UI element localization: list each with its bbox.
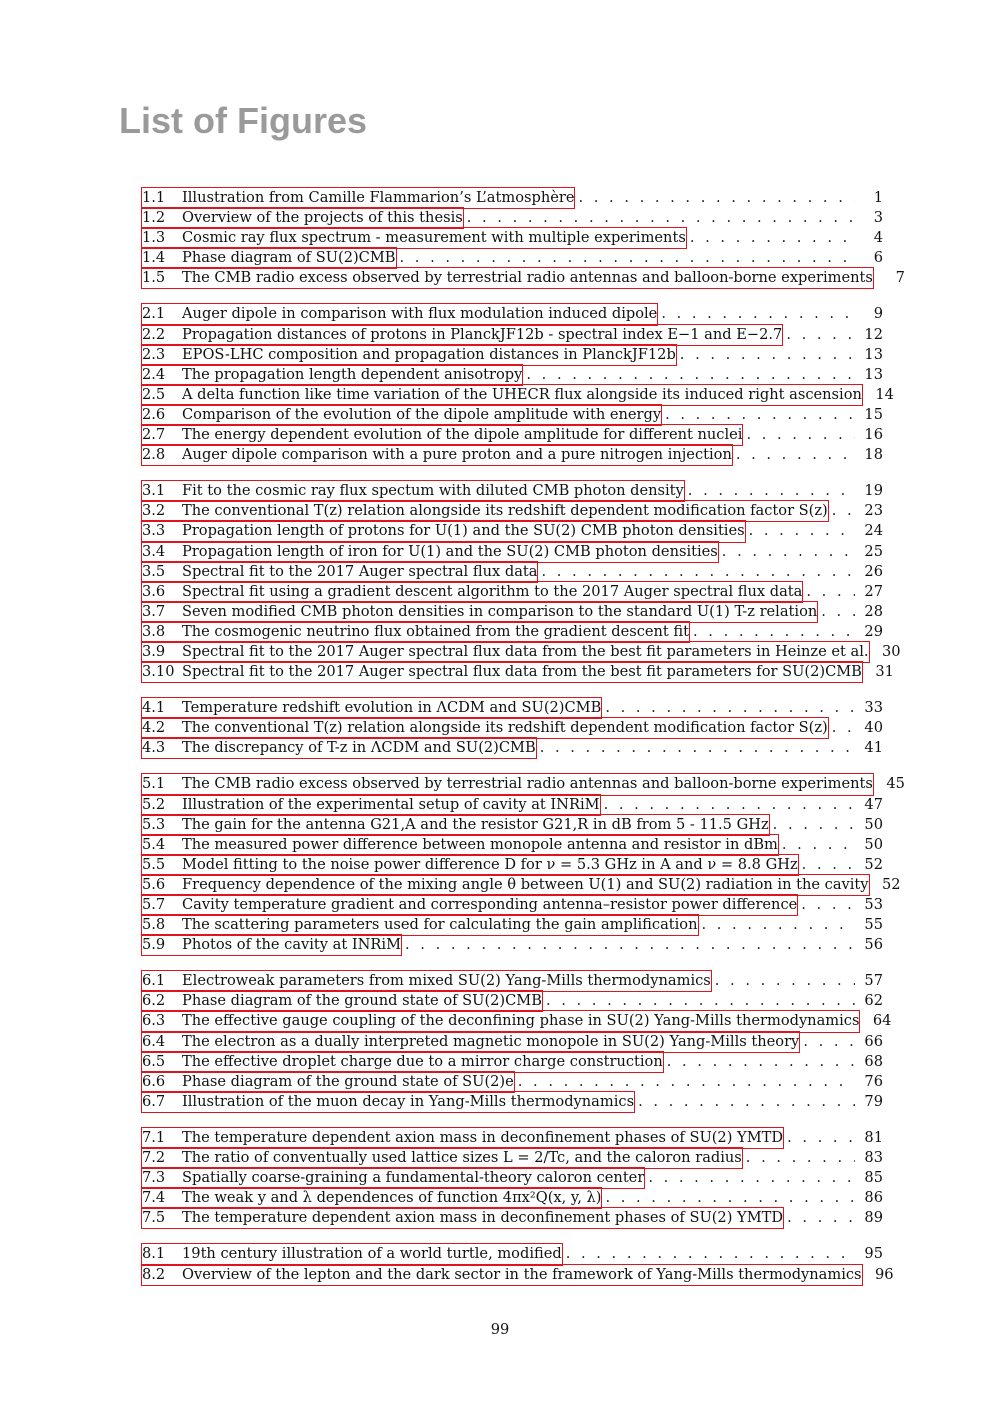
figure-link[interactable]	[142, 562, 537, 582]
figure-number: 7.4	[142, 1189, 166, 1207]
figure-entry	[142, 935, 883, 955]
list-of-figures	[142, 188, 905, 1301]
figure-entry	[142, 325, 883, 345]
dot-leader	[663, 1052, 855, 1072]
figure-number: 5.3	[142, 815, 166, 833]
figure-link[interactable]	[142, 345, 676, 365]
figure-page-number: 23	[864, 502, 883, 520]
dot-leader	[799, 1032, 855, 1052]
figure-number: 2.3	[142, 345, 166, 363]
figure-link[interactable]	[142, 228, 686, 248]
figure-caption: Comparison of the evolution of the dipole amplitude with energy	[182, 405, 662, 423]
figure-page-number: 95	[864, 1245, 883, 1263]
figure-page-number: 30	[881, 642, 901, 660]
figure-caption: Propagation length of iron for U(1) and the SU(2) CMB photon densities	[182, 542, 718, 560]
figure-page-number: 66	[864, 1032, 883, 1050]
figure-entry	[142, 855, 883, 875]
figure-page-number: 24	[864, 522, 883, 540]
figure-number: 1.1	[142, 189, 166, 206]
figure-page-number: 41	[864, 739, 883, 757]
dot-leader	[601, 1188, 855, 1208]
figure-entry	[142, 718, 883, 738]
figure-entry	[142, 445, 883, 465]
figure-link[interactable]	[142, 602, 817, 622]
figure-page-number: 7	[895, 269, 905, 287]
figure-page-number: 33	[864, 699, 883, 717]
figure-entry	[142, 268, 905, 288]
dot-leader	[542, 991, 855, 1011]
figure-caption: Phase diagram of the ground state of SU(2)CMB	[182, 992, 542, 1010]
figure-entry	[142, 795, 883, 815]
figure-link[interactable]	[142, 521, 745, 541]
figure-link[interactable]	[142, 738, 536, 758]
figure-link[interactable]	[142, 1208, 783, 1228]
figure-caption: Seven modified CMB photon densities in comparison to the standard U(1) T-z relation	[182, 602, 818, 620]
figure-page-number: 53	[864, 896, 883, 913]
figure-caption: Illustration of the experimental setup of cavity at INRiM	[182, 795, 600, 813]
figure-link[interactable]	[142, 1188, 601, 1208]
figure-number: 1.4	[142, 249, 166, 267]
figure-link[interactable]	[142, 1265, 862, 1285]
figure-link[interactable]	[142, 405, 661, 425]
figure-page-number: 14	[875, 385, 894, 403]
figure-number: 1.3	[142, 229, 166, 247]
figure-number: 4.2	[142, 719, 166, 737]
figure-caption: Phase diagram of SU(2)CMB	[182, 249, 396, 267]
dot-leader	[718, 542, 855, 562]
figure-entry	[142, 562, 883, 582]
figure-number: 6.2	[142, 992, 166, 1010]
dot-leader	[574, 188, 855, 208]
figure-page-number: 18	[864, 446, 883, 464]
dot-leader	[463, 208, 855, 228]
figure-link[interactable]	[142, 642, 869, 662]
figure-page-number: 28	[864, 602, 883, 620]
figure-page-number: 83	[864, 1149, 883, 1167]
dot-leader	[562, 1244, 855, 1264]
figure-link[interactable]	[142, 855, 798, 875]
figure-caption: Illustration of the muon decay in Yang-Mills thermodynamics	[182, 1092, 635, 1110]
figure-number: 2.7	[142, 426, 166, 444]
figure-page-number: 89	[864, 1209, 883, 1227]
dot-leader	[601, 698, 855, 718]
figure-link[interactable]	[142, 895, 797, 915]
figure-link[interactable]	[142, 268, 873, 288]
figure-number: 7.2	[142, 1149, 166, 1167]
figure-number: 3.1	[142, 482, 166, 500]
figure-caption: The temperature dependent axion mass in deconfinement phases of SU(2) YMTD	[182, 1209, 784, 1227]
figure-entry	[142, 248, 883, 268]
figure-number: 6.4	[142, 1032, 166, 1050]
figure-link[interactable]	[142, 815, 769, 835]
figure-entry	[142, 521, 883, 541]
figure-number: 6.5	[142, 1052, 166, 1070]
figure-link[interactable]	[142, 875, 869, 895]
figure-link[interactable]	[142, 1244, 562, 1264]
figure-entry	[142, 1148, 883, 1168]
figure-page-number: 57	[864, 972, 883, 990]
dot-leader	[797, 895, 855, 915]
figure-link[interactable]	[142, 718, 828, 738]
dot-leader	[600, 795, 855, 815]
figure-group	[142, 304, 894, 465]
figure-link[interactable]	[142, 445, 732, 465]
figure-entry	[142, 1188, 883, 1208]
figure-entry	[142, 582, 883, 602]
figure-caption: Electroweak parameters from mixed SU(2) Yang-Mills thermodynamics	[182, 972, 711, 990]
figure-link[interactable]	[142, 304, 657, 324]
dot-leader	[676, 345, 855, 365]
figure-entry	[142, 425, 883, 445]
figure-number: 3.7	[142, 602, 166, 620]
figure-page-number: 85	[864, 1169, 883, 1187]
figure-page-number: 45	[886, 775, 905, 793]
figure-page-number: 15	[864, 405, 883, 423]
figure-group	[142, 774, 905, 955]
dot-leader	[732, 445, 855, 465]
figure-entry	[142, 501, 883, 521]
figure-page-number: 50	[864, 835, 883, 853]
figure-page-number: 76	[864, 1072, 883, 1090]
figure-number: 5.6	[142, 875, 166, 893]
figure-page-number: 16	[864, 426, 883, 444]
figure-number: 5.5	[142, 855, 166, 873]
figure-page-number: 1	[873, 189, 883, 206]
figure-number: 7.5	[142, 1209, 166, 1227]
dot-leader	[698, 915, 856, 935]
figure-caption: Frequency dependence of the mixing angle θ between U(1) and SU(2) radiation in the cavity	[182, 875, 869, 893]
figure-entry	[142, 1052, 883, 1072]
figure-entry	[142, 971, 883, 991]
figure-entry	[142, 385, 894, 405]
figure-entry	[142, 915, 883, 935]
figure-page-number: 31	[875, 663, 894, 681]
figure-page-number: 25	[864, 542, 883, 560]
figure-entry	[142, 602, 883, 622]
figure-entry	[142, 815, 883, 835]
figure-caption: The cosmogenic neutrino flux obtained from the gradient descent fit	[182, 622, 690, 640]
figure-caption: The energy dependent evolution of the dipole amplitude for different nuclei	[182, 426, 743, 444]
figure-caption: Phase diagram of the ground state of SU(2)e	[182, 1072, 514, 1090]
figure-link[interactable]	[142, 385, 862, 405]
figure-entry	[142, 835, 883, 855]
figure-page-number: 79	[864, 1092, 883, 1110]
figure-page-number: 27	[864, 582, 883, 600]
figure-entry	[142, 365, 883, 385]
figure-caption: Spatially coarse-graining a fundamental-theory caloron center	[182, 1169, 645, 1187]
figure-entry	[142, 405, 883, 425]
figure-link[interactable]	[142, 208, 463, 228]
figure-entry	[142, 542, 883, 562]
figure-caption: The effective gauge coupling of the deconfining phase in SU(2) Yang-Mills thermodynamics	[182, 1012, 860, 1030]
dot-leader	[634, 1092, 855, 1112]
dot-leader	[783, 1208, 855, 1228]
figure-caption: The CMB radio excess observed by terrestrial radio antennas and balloon-borne experiments	[182, 269, 873, 287]
figure-caption: The discrepancy of T-z in ΛCDM and SU(2)CMB	[182, 739, 536, 757]
dot-leader	[657, 304, 855, 324]
figure-caption: Overview of the lepton and the dark sector in the framework of Yang-Mills thermodynamics	[182, 1265, 862, 1283]
figure-caption: Temperature redshift evolution in ΛCDM and SU(2)CMB	[182, 699, 602, 717]
figure-page-number: 56	[864, 936, 883, 954]
figure-page-number: 96	[874, 1265, 894, 1283]
figure-page-number: 26	[864, 562, 883, 580]
figure-entry	[142, 991, 883, 1011]
figure-group	[142, 1244, 894, 1284]
dot-leader	[769, 815, 855, 835]
figure-link[interactable]	[142, 188, 574, 208]
figure-entry	[142, 304, 883, 324]
figure-caption: The conventional T(z) relation alongside its redshift dependent modification factor S(z)	[182, 502, 828, 520]
figure-page-number: 64	[872, 1012, 892, 1030]
figure-caption: 19th century illustration of a world turtle, modified	[182, 1245, 562, 1263]
figure-entry	[142, 208, 883, 228]
figure-number: 3.8	[142, 622, 166, 640]
figure-number: 3.10	[142, 663, 175, 681]
figure-page-number: 55	[864, 916, 883, 934]
figure-caption: Fit to the cosmic ray flux spectum with diluted CMB photon density	[182, 482, 684, 500]
figure-link[interactable]	[142, 1148, 742, 1168]
figure-caption: Auger dipole comparison with a pure proton and a pure nitrogen injection	[182, 446, 732, 464]
figure-caption: Cosmic ray flux spectrum - measurement with multiple experiments	[182, 229, 686, 247]
figure-group	[142, 698, 883, 758]
figure-caption: Overview of the projects of this thesis	[182, 209, 463, 227]
figure-entry	[142, 228, 883, 248]
figure-link[interactable]	[142, 542, 718, 562]
figure-link[interactable]	[142, 1032, 799, 1052]
page-number: 99	[490, 1321, 510, 1338]
figure-link[interactable]	[142, 774, 873, 794]
dot-leader	[644, 1168, 855, 1188]
figure-page-number: 13	[864, 345, 883, 363]
figure-number: 7.3	[142, 1169, 166, 1187]
figure-number: 8.2	[142, 1265, 166, 1283]
figure-caption: Spectral fit to the 2017 Auger spectral flux data from the best fit parameters in Heinze et al.	[182, 642, 869, 660]
dot-leader	[828, 501, 855, 521]
figure-number: 5.1	[142, 775, 166, 793]
figure-caption: Illustration from Camille Flammarion’s L’atmosphère	[182, 189, 575, 206]
figure-number: 6.3	[142, 1012, 166, 1030]
figure-page-number: 86	[864, 1189, 883, 1207]
figure-page-number: 52	[864, 855, 883, 873]
figure-page-number: 29	[864, 622, 883, 640]
figure-link[interactable]	[142, 698, 601, 718]
figure-link[interactable]	[142, 1052, 663, 1072]
figure-link[interactable]	[142, 365, 522, 385]
figure-entry	[142, 345, 883, 365]
dot-leader	[537, 562, 855, 582]
figure-caption: Spectral fit using a gradient descent algorithm to the 2017 Auger spectral flux data	[182, 582, 803, 600]
figure-link[interactable]	[142, 795, 600, 815]
figure-entry	[142, 895, 883, 915]
figure-number: 3.5	[142, 562, 166, 580]
figure-caption: The electron as a dually interpreted magnetic monopole in SU(2) Yang-Mills theory	[182, 1032, 800, 1050]
dot-leader	[711, 971, 855, 991]
dot-leader	[686, 228, 855, 248]
figure-link[interactable]	[142, 915, 698, 935]
figure-number: 3.2	[142, 502, 166, 520]
dot-leader	[396, 248, 855, 268]
figure-number: 2.5	[142, 385, 166, 403]
figure-link[interactable]	[142, 622, 689, 642]
figure-caption: The measured power difference between monopole antenna and resistor in dBm	[182, 835, 778, 853]
dot-leader	[828, 718, 855, 738]
figure-entry	[142, 188, 883, 208]
figure-number: 1.2	[142, 209, 166, 227]
figure-page-number: 52	[881, 875, 901, 893]
dot-leader	[802, 582, 855, 602]
figure-number: 2.1	[142, 305, 166, 323]
figure-page-number: 81	[864, 1128, 883, 1146]
figure-caption: Cavity temperature gradient and corresponding antenna–resistor power difference	[182, 896, 798, 913]
figure-link[interactable]	[142, 582, 802, 602]
figure-caption: EPOS-LHC composition and propagation distances in PlanckJF12b	[182, 345, 676, 363]
figure-number: 5.9	[142, 936, 166, 954]
figure-number: 3.6	[142, 582, 166, 600]
figure-entry	[142, 1032, 883, 1052]
figure-page-number: 40	[864, 719, 883, 737]
figure-entry	[142, 738, 883, 758]
figure-caption: The gain for the antenna G21,A and the resistor G21,R in dB from 5 - 11.5 GHz	[182, 815, 769, 833]
dot-leader	[689, 622, 855, 642]
dot-leader	[522, 365, 855, 385]
figure-caption: The ratio of conventually used lattice sizes L = 2/Tc, and the caloron radius	[182, 1149, 742, 1167]
figure-entry	[142, 622, 883, 642]
figure-entry	[142, 1072, 883, 1092]
figure-page-number: 12	[864, 325, 883, 343]
figure-number: 3.4	[142, 542, 166, 560]
figure-entry	[142, 1092, 883, 1112]
figure-link[interactable]	[142, 248, 396, 268]
figure-link[interactable]	[142, 481, 684, 501]
figure-link[interactable]	[142, 501, 828, 521]
figure-caption: The propagation length dependent anisotropy	[182, 365, 523, 383]
figure-page-number: 4	[873, 229, 883, 247]
figure-link[interactable]	[142, 1128, 783, 1148]
figure-entry	[142, 1168, 883, 1188]
figure-entry	[142, 1244, 883, 1264]
figure-page-number: 47	[864, 795, 883, 813]
figure-caption: Spectral fit to the 2017 Auger spectral flux data	[182, 562, 538, 580]
figure-entry	[142, 1011, 892, 1031]
dot-leader	[742, 1148, 855, 1168]
figure-entry	[142, 1265, 894, 1285]
figure-caption: The effective droplet charge due to a mirror charge construction	[182, 1052, 663, 1070]
figure-number: 2.2	[142, 325, 166, 343]
figure-number: 2.6	[142, 405, 166, 423]
figure-link[interactable]	[142, 971, 711, 991]
figure-number: 8.1	[142, 1245, 166, 1263]
figure-caption: The weak y and λ dependences of function 4πx²Q(x, y, λ)	[182, 1189, 602, 1207]
figure-entry	[142, 698, 883, 718]
figure-entry	[142, 642, 901, 662]
figure-page-number: 9	[873, 305, 883, 323]
figure-entry	[142, 1208, 883, 1228]
figure-link[interactable]	[142, 1168, 644, 1188]
figure-link[interactable]	[142, 835, 778, 855]
page-title: List of Figures	[119, 100, 368, 141]
figure-caption: A delta function like time variation of the UHECR flux alongside its induced right ascension	[182, 385, 862, 403]
dot-leader	[798, 855, 855, 875]
figure-page-number: 19	[864, 482, 883, 500]
figure-number: 5.4	[142, 835, 166, 853]
figure-link[interactable]	[142, 325, 782, 345]
figure-number: 6.1	[142, 972, 166, 990]
figure-entry	[142, 481, 883, 501]
figure-link[interactable]	[142, 991, 542, 1011]
figure-number: 1.5	[142, 269, 166, 287]
dot-leader	[684, 481, 855, 501]
figure-entry	[142, 774, 905, 794]
figure-number: 2.4	[142, 365, 166, 383]
figure-page-number: 62	[864, 992, 883, 1010]
figure-page-number: 68	[864, 1052, 883, 1070]
figure-page-number: 3	[873, 209, 883, 227]
figure-group	[142, 481, 901, 682]
figure-caption: Propagation distances of protons in PlanckJF12b - spectral index E−1 and E−2.7	[182, 325, 783, 343]
figure-number: 5.8	[142, 916, 166, 934]
figure-number: 3.9	[142, 642, 166, 660]
figure-caption: The CMB radio excess observed by terrestrial radio antennas and balloon-borne experiments	[182, 775, 873, 793]
figure-caption: The scattering parameters used for calculating the gain amplification	[182, 916, 698, 934]
dot-leader	[778, 835, 855, 855]
figure-link[interactable]	[142, 1072, 514, 1092]
figure-number: 6.6	[142, 1072, 166, 1090]
figure-entry	[142, 662, 894, 682]
figure-link[interactable]	[142, 1011, 859, 1031]
figure-caption: The conventional T(z) relation alongside its redshift dependent modification factor S(z)	[182, 719, 828, 737]
figure-entry	[142, 875, 901, 895]
figure-group	[142, 188, 905, 288]
figure-caption: Model fitting to the noise power difference D for ν = 5.3 GHz in A and ν = 8.8 GHz	[182, 855, 798, 873]
figure-link[interactable]	[142, 425, 742, 445]
dot-leader	[536, 738, 855, 758]
figure-number: 5.2	[142, 795, 166, 813]
figure-caption: The temperature dependent axion mass in deconfinement phases of SU(2) YMTD	[182, 1128, 784, 1146]
dot-leader	[514, 1072, 855, 1092]
dot-leader	[661, 405, 855, 425]
figure-link[interactable]	[142, 662, 862, 682]
dot-leader	[783, 1128, 855, 1148]
figure-number: 7.1	[142, 1128, 166, 1146]
figure-page-number: 6	[873, 249, 883, 267]
figure-number: 6.7	[142, 1092, 166, 1110]
figure-number: 4.3	[142, 739, 166, 757]
figure-number: 4.1	[142, 699, 166, 717]
figure-caption: Propagation length of protons for U(1) and the SU(2) CMB photon densities	[182, 522, 745, 540]
dot-leader	[742, 425, 855, 445]
figure-caption: Auger dipole in comparison with flux modulation induced dipole	[182, 305, 658, 323]
figure-number: 3.3	[142, 522, 166, 540]
figure-link[interactable]	[142, 1092, 634, 1112]
figure-caption: Spectral fit to the 2017 Auger spectral flux data from the best fit parameters for SU(2)CMB	[182, 663, 862, 681]
figure-page-number: 13	[864, 365, 883, 383]
figure-entry	[142, 1128, 883, 1148]
figure-caption: Photos of the cavity at INRiM	[182, 936, 402, 954]
figure-link[interactable]	[142, 935, 401, 955]
dot-leader	[745, 521, 855, 541]
figure-number: 2.8	[142, 446, 166, 464]
dot-leader	[782, 325, 855, 345]
figure-page-number: 50	[864, 815, 883, 833]
figure-number: 5.7	[142, 896, 166, 913]
figure-group	[142, 1128, 883, 1228]
figure-group	[142, 971, 892, 1112]
dot-leader	[817, 602, 855, 622]
dot-leader	[401, 935, 855, 955]
